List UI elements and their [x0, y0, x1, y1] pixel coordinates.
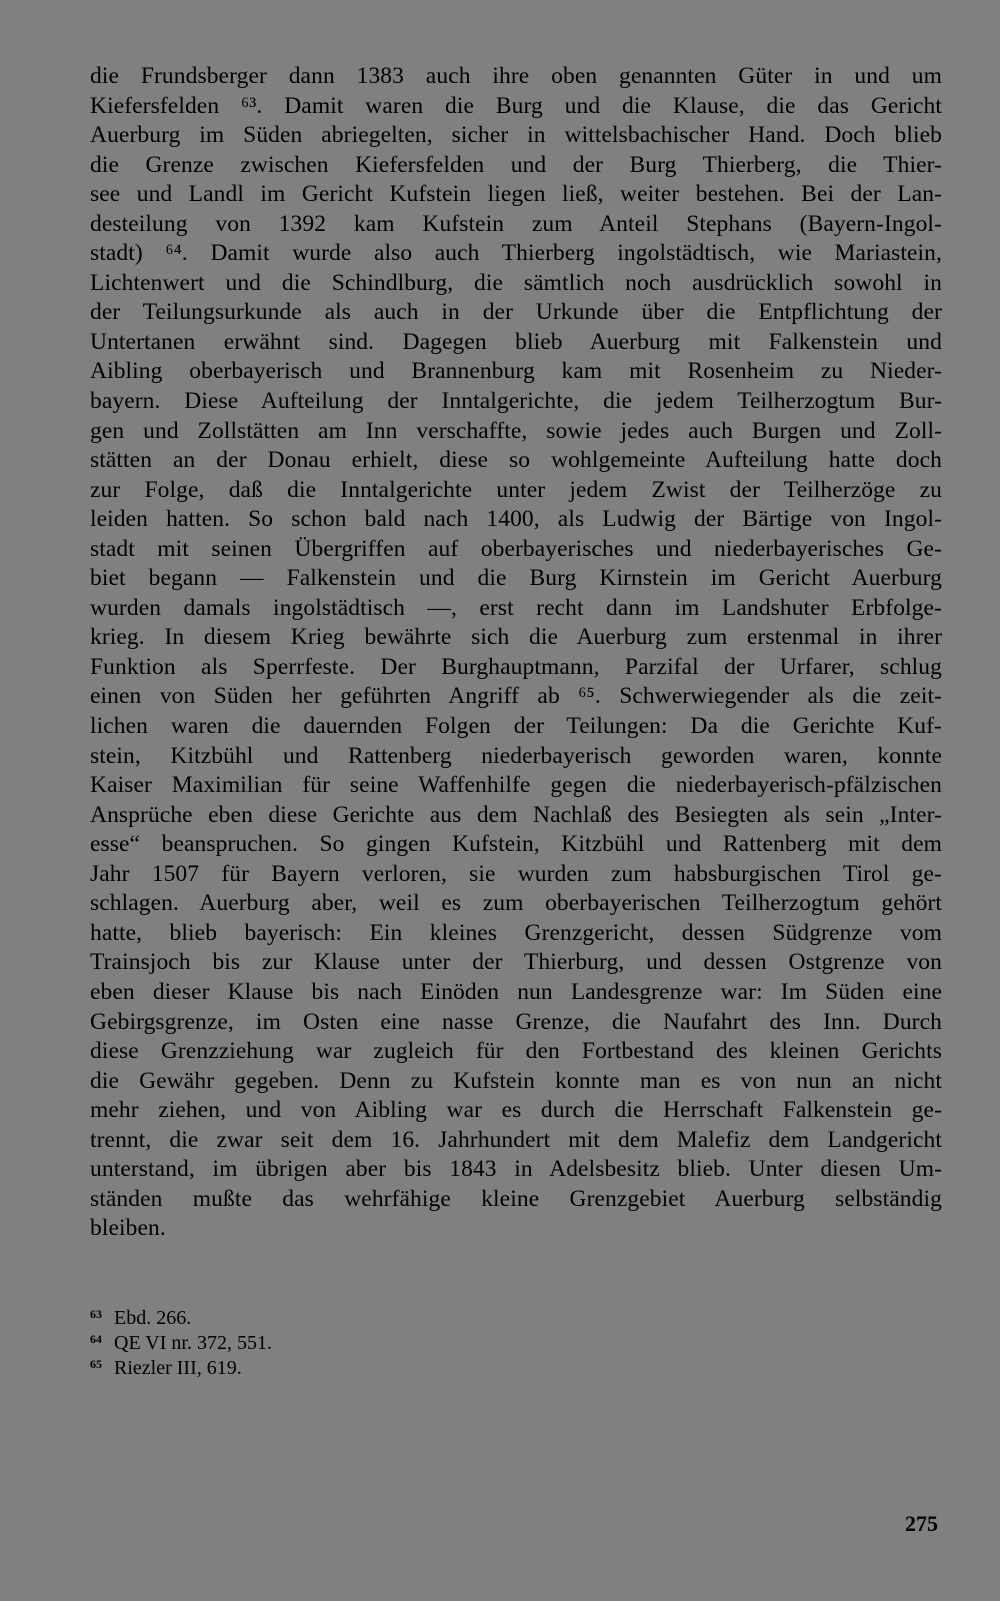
- text-line: stein, Kitzbühl und Rattenberg niederbayerisch geworden waren, konnte: [90, 742, 942, 769]
- footnote: [90, 1331, 690, 1356]
- text-line: bayern. Diese Aufteilung der Inntalgerichte, die jedem Teilherzogtum Bur-: [90, 388, 942, 415]
- text-line: stadt mit seinen Übergriffen auf oberbayerisches und niederbayerisches Ge-: [90, 535, 942, 562]
- text-line: trennt, die zwar seit dem 16. Jahrhundert mit dem Malefiz dem Landgericht: [90, 1126, 942, 1153]
- text-line: krieg. In diesem Krieg bewährte sich die Auerburg zum erstenmal in ihrer: [90, 624, 942, 651]
- text-line: diese Grenzziehung war zugleich für den Fortbestand des kleinen Gerichts: [90, 1038, 942, 1065]
- footnote-text: Ebd. 266.: [114, 1307, 192, 1329]
- text-line: wurden damals ingolstädtisch —, erst recht dann im Landshuter Erbfolge-: [90, 594, 942, 621]
- text-line: biet begann — Falkenstein und die Burg Kirnstein im Gericht Auerburg: [90, 565, 942, 592]
- page-number: 275: [905, 1511, 938, 1536]
- footnote: [90, 1356, 690, 1381]
- footnote: [90, 1306, 690, 1331]
- body-text: [90, 62, 942, 1244]
- footnote-number: 63: [90, 1307, 102, 1321]
- text-line: Ansprüche eben diese Gerichte aus dem Nachlaß des Besiegten als sein „Inter-: [90, 801, 942, 828]
- text-line: eben dieser Klause bis nach Einöden nun Landesgrenze war: Im Süden eine: [90, 978, 942, 1005]
- footnote-text: Riezler III, 619.: [114, 1357, 242, 1379]
- text-line: lichen waren die dauernden Folgen der Teilungen: Da die Gerichte Kuf-: [90, 713, 942, 740]
- text-line: leiden hatten. So schon bald nach 1400, als Ludwig der Bärtige von Ingol-: [90, 506, 942, 533]
- text-line: Funktion als Sperrfeste. Der Burghauptmann, Parzifal der Urfarer, schlug: [90, 653, 942, 680]
- text-line: Gebirgsgrenze, im Osten eine nasse Grenze, die Naufahrt des Inn. Durch: [90, 1008, 942, 1035]
- text-line: desteilung von 1392 kam Kufstein zum Anteil Stephans (Bayern-Ingol-: [90, 210, 942, 237]
- text-line: hatte, blieb bayerisch: Ein kleines Grenzgericht, dessen Südgrenze vom: [90, 919, 942, 946]
- text-line: die Grenze zwischen Kiefersfelden und der Burg Thierberg, die Thier-: [90, 151, 942, 178]
- text-line: Lichtenwert und die Schindlburg, die sämtlich noch ausdrücklich sowohl in: [90, 269, 942, 296]
- text-line: mehr ziehen, und von Aibling war es durch die Herrschaft Falkenstein ge-: [90, 1097, 942, 1124]
- text-line: die Frundsberger dann 1383 auch ihre oben genannten Güter in und um: [90, 63, 942, 89]
- text-line: stätten an der Donau erhielt, diese so wohlgemeinte Aufteilung hatte doch: [90, 447, 942, 474]
- text-line: gen und Zollstätten am Inn verschaffte, sowie jedes auch Burgen und Zoll-: [90, 417, 942, 444]
- footnotes: [90, 1306, 690, 1381]
- text-line: bleiben.: [90, 1215, 166, 1242]
- text-line: Kaiser Maximilian für seine Waffenhilfe gegen die niederbayerisch-pfälzischen: [90, 772, 942, 799]
- text-line: Jahr 1507 für Bayern verloren, sie wurden zum habsburgischen Tirol ge-: [90, 860, 942, 887]
- footnote-number: 65: [90, 1357, 102, 1371]
- footnote-text: QE VI nr. 372, 551.: [114, 1332, 272, 1354]
- text-line: Trainsjoch bis zur Klause unter der Thierburg, und dessen Ostgrenze von: [90, 949, 942, 976]
- footnote-number: 64: [90, 1332, 102, 1346]
- text-line: see und Landl im Gericht Kufstein liegen ließ, weiter bestehen. Bei der Lan-: [90, 181, 942, 208]
- text-line: Untertanen erwähnt sind. Dagegen blieb Auerburg mit Falkenstein und: [90, 328, 942, 355]
- text-line: ständen mußte das wehrfähige kleine Grenzgebiet Auerburg selbständig: [90, 1185, 942, 1212]
- text-line: zur Folge, daß die Inntalgerichte unter jedem Zwist der Teilherzöge zu: [90, 476, 942, 503]
- text-line: Aibling oberbayerisch und Brannenburg kam mit Rosenheim zu Nieder-: [90, 358, 942, 385]
- text-line: die Gewähr gegeben. Denn zu Kufstein konnte man es von nun an nicht: [90, 1067, 942, 1094]
- text-line: esse“ beanspruchen. So gingen Kufstein, Kitzbühl und Rattenberg mit dem: [90, 831, 942, 858]
- text-line: einen von Süden her geführten Angriff ab ⁶⁵. Schwerwiegender als die zeit-: [90, 683, 942, 710]
- text-line: unterstand, im übrigen aber bis 1843 in Adelsbesitz blieb. Unter diesen Um-: [90, 1156, 942, 1183]
- text-line: Kiefersfelden ⁶³. Damit waren die Burg und die Klause, die das Gericht: [90, 92, 942, 119]
- text-line: schlagen. Auerburg aber, weil es zum oberbayerischen Teilherzogtum gehört: [90, 890, 942, 917]
- text-line: stadt) ⁶⁴. Damit wurde also auch Thierberg ingolstädtisch, wie Mariastein,: [90, 240, 942, 267]
- text-line: der Teilungsurkunde als auch in der Urkunde über die Entpflichtung der: [90, 299, 942, 326]
- text-line: Auerburg im Süden abriegelten, sicher in wittelsbachischer Hand. Doch blieb: [90, 122, 942, 149]
